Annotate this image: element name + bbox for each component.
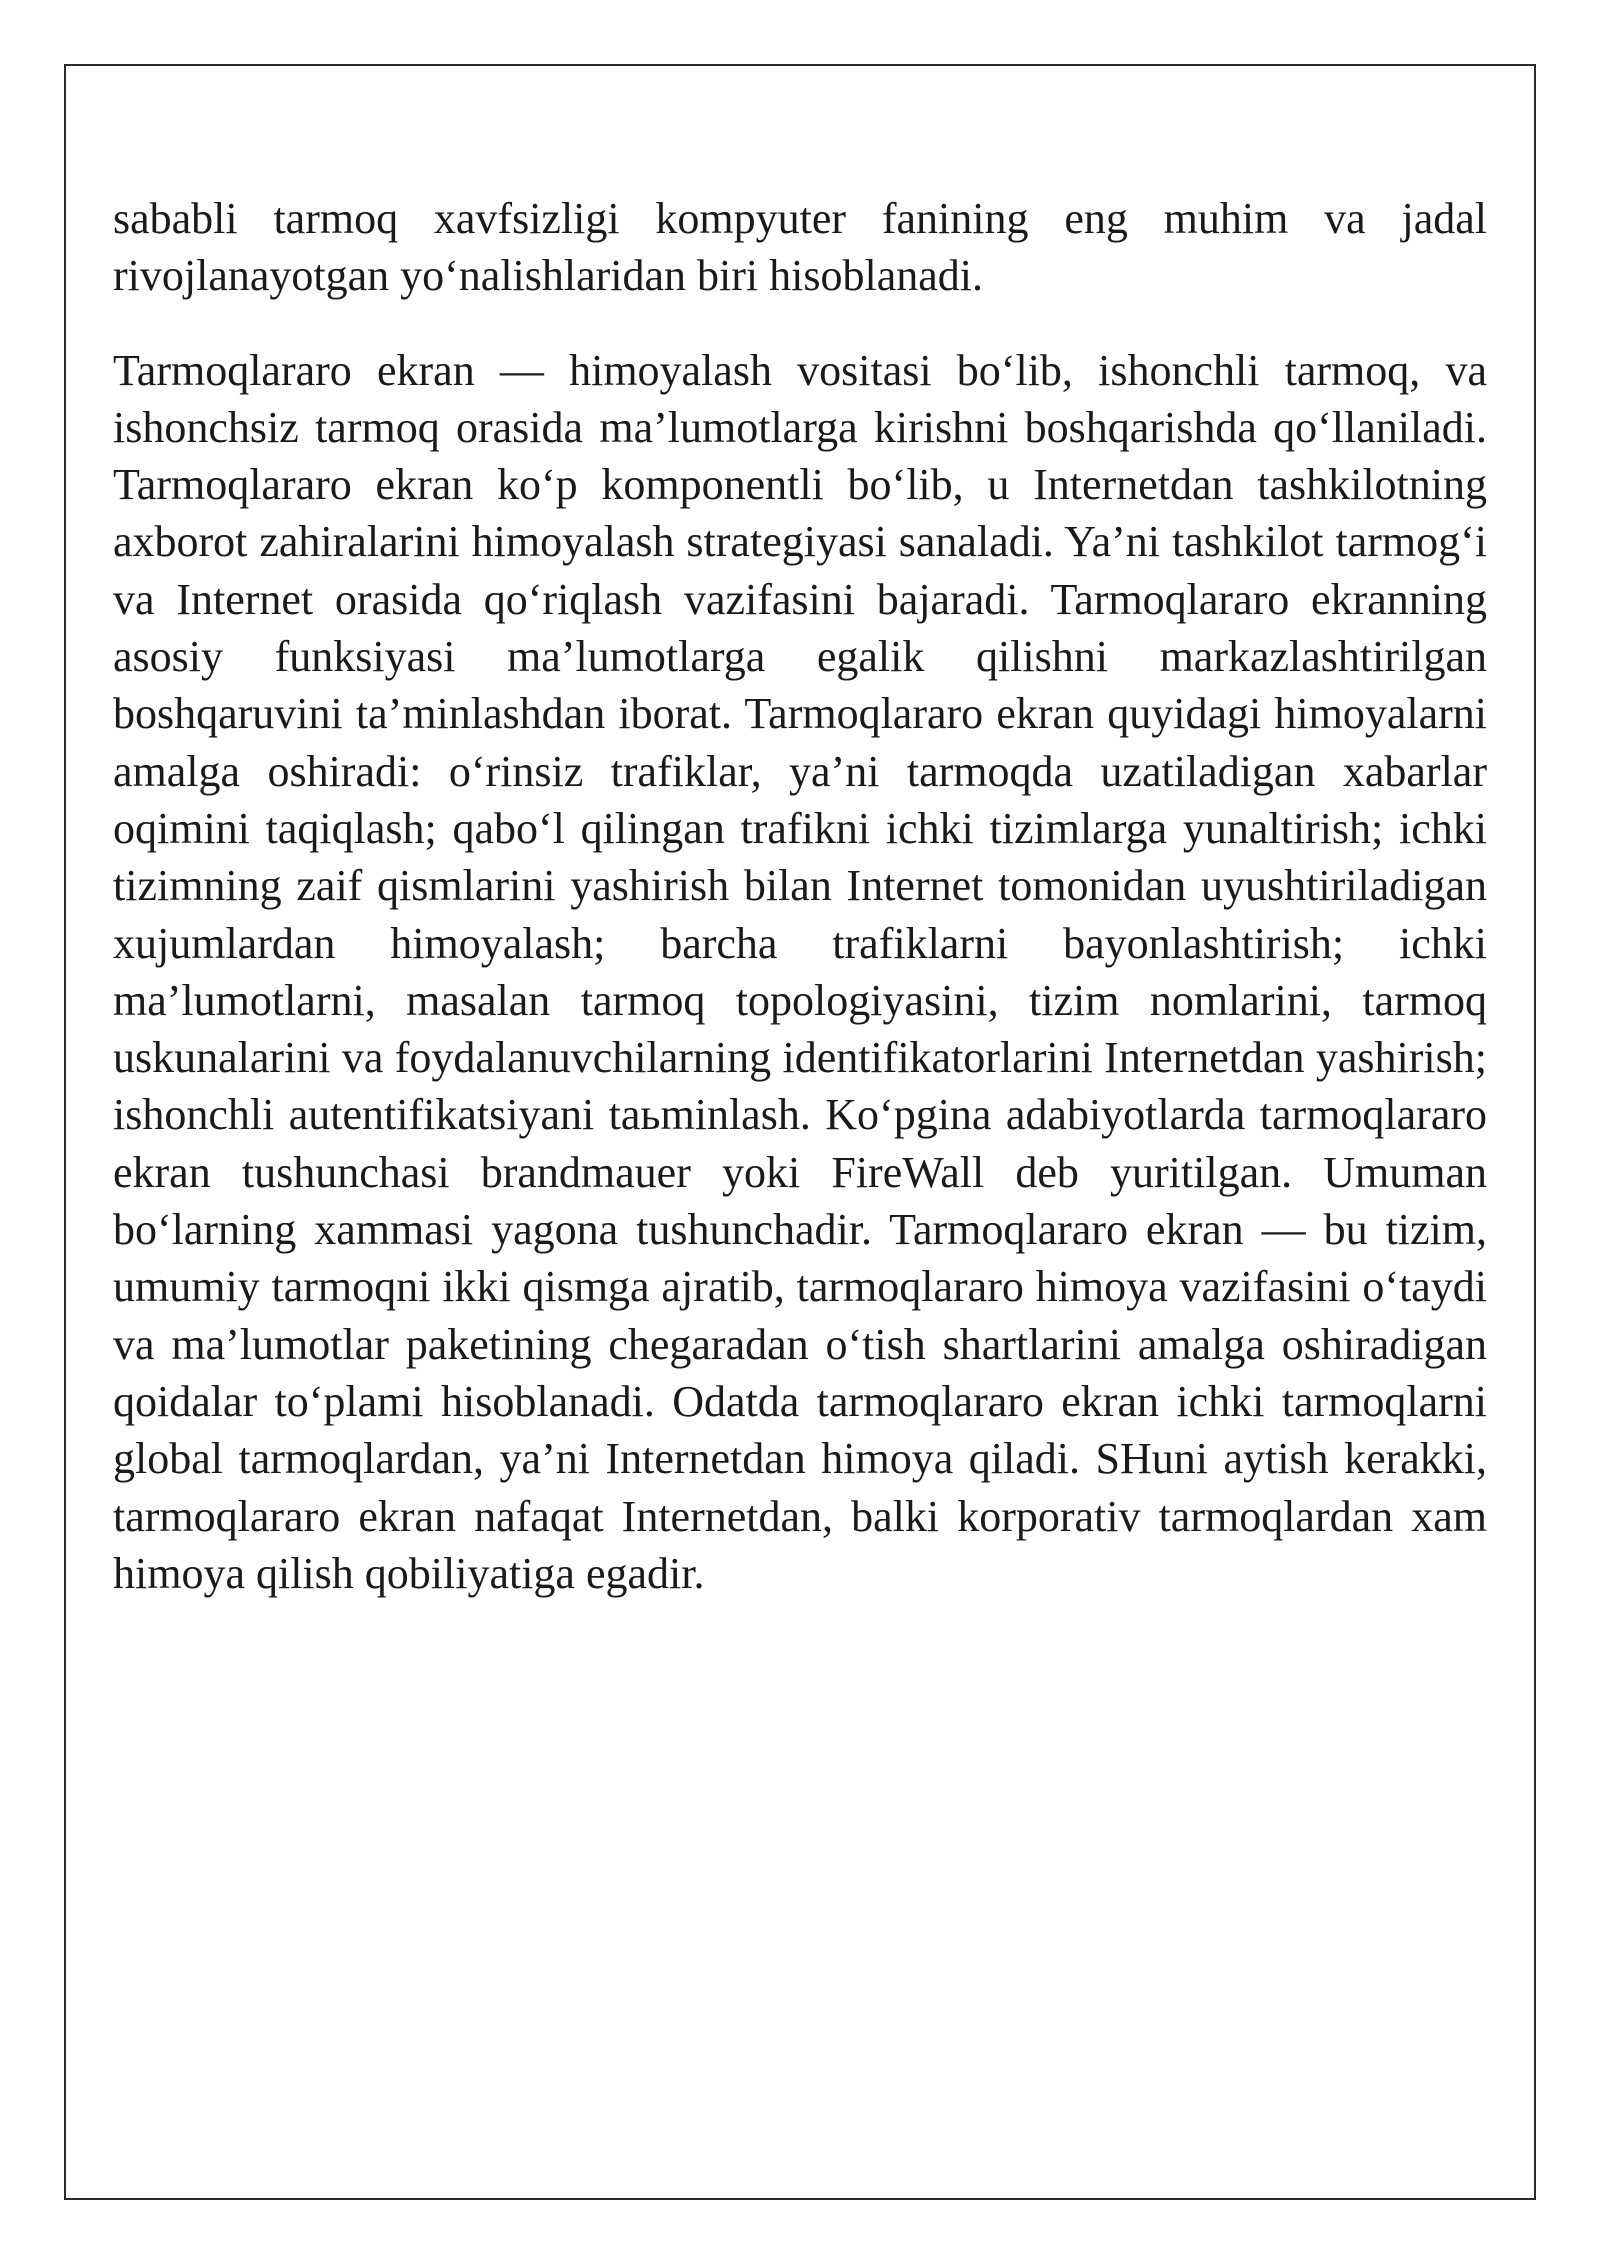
document-body — [113, 190, 1487, 1602]
paragraph-intro: sababli tarmoq xavfsizligi kompyuter fanining eng muhim va jadal rivojlanayotgan yo‘nalishlaridan biri hisoblanadi. — [113, 194, 1487, 301]
paragraph-firewall: Tarmoqlararo ekran — himoyalash vositasi bo‘lib, ishonchli tarmoq, va ishonchsiz tarmoq orasida ma’lumotlarga kirishni boshqarishda qo‘llaniladi. Tarmoqlararo ekran ko‘p komponentli bo‘lib, u Internetdan tashkilotning axborot zahiralarini himoyalash strategiyasi sanaladi. Ya’ni tashkilot tarmog‘i va Internet orasida qo‘riqlash vazifasini bajaradi. Tarmoqlararo ekranning asosiy funksiyasi ma’lumotlarga egalik qilishni markazlashtirilgan boshqaruvini ta’minlashdan iborat. Tarmoqlararo ekran quyidagi himoyalarni amalga oshiradi: o‘rinsiz trafiklar, ya’ni tarmoqda uzatiladigan xabarlar oqimini taqiqlash; qabo‘l qilingan trafikni ichki tizimlarga yunaltirish; ichki tizimning zaif qismlarini yashirish bilan Internet tomonidan uyushtiriladigan xujumlardan himoyalash; barcha trafiklarni bayonlashtirish; ichki ma’lumotlarni, masalan tarmoq topologiyasini, tizim nomlarini, tarmoq uskunalarini va foydalanuvchilarning identifikatorlarini Internetdan yashirish; ishonchli autentifikatsiyani taьminlash. Ko‘pgina adabiyotlarda tarmoqlararo ekran tushunchasi brandmauer yoki FireWall deb yuritilgan. Umuman bo‘larning xammasi yagona tushunchadir. Tarmoqlararo ekran — bu tizim, umumiy tarmoqni ikki qismga ajratib, tarmoqlararo himoya vazifasini o‘taydi va ma’lumotlar paketining chegaradan o‘tish shartlarini amalga oshiradigan qoidalar to‘plami hisoblanadi. Odatda tarmoqlararo ekran ichki tarmoqlarni global tarmoqlardan, ya’ni Internetdan himoya qiladi. SHuni aytish kerakki, tarmoqlararo ekran nafaqat Internetdan, balki korporativ tarmoqlardan xam himoya qilish qobiliyatiga egadir. — [113, 345, 1487, 1598]
